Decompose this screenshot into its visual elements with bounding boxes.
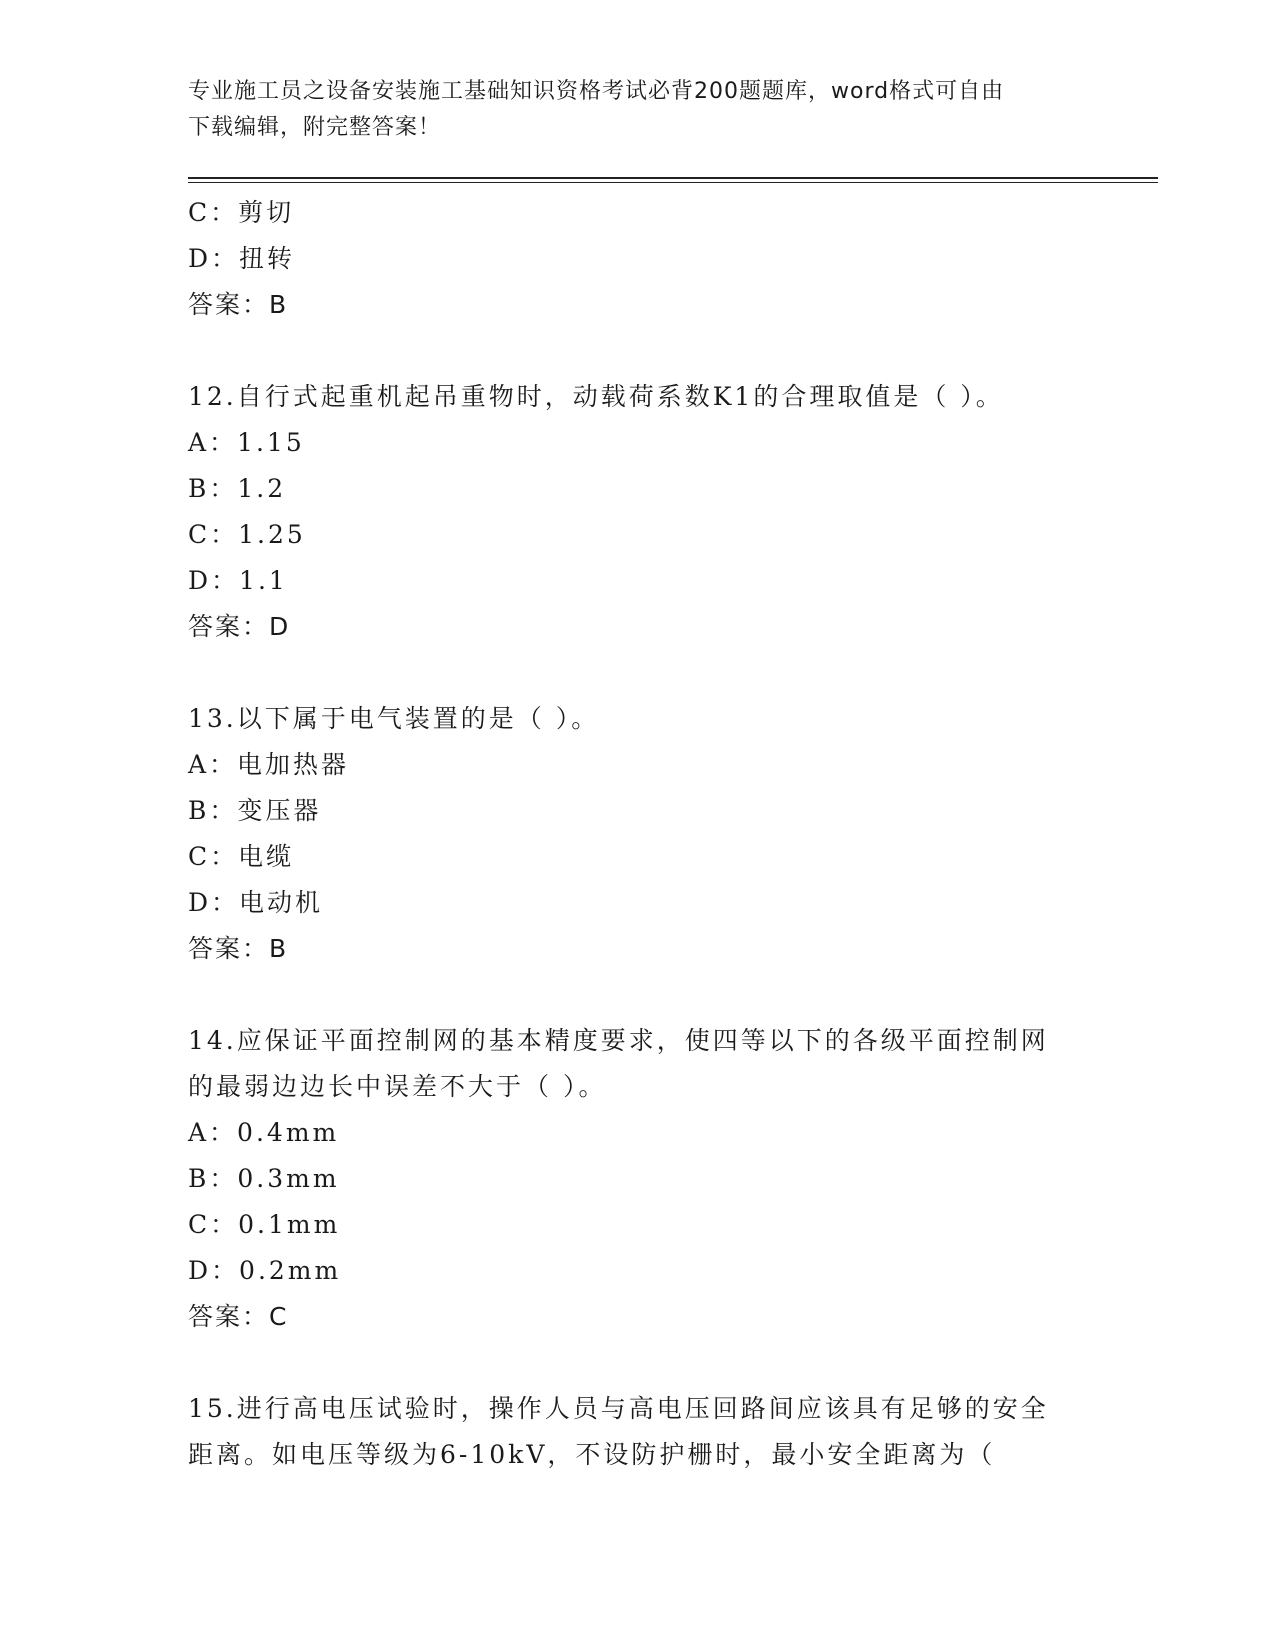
option-b: B：0.3mm — [188, 1164, 340, 1193]
option-a: A：电加热器 — [188, 750, 350, 779]
spacer — [188, 1340, 1088, 1386]
question-stem-line-2: 的最弱边边长中误差不大于（ ）。 — [188, 1072, 607, 1101]
option-d: D：1.1 — [188, 566, 288, 595]
answer-line: 答案：D — [188, 612, 291, 641]
option-b: B：1.2 — [188, 474, 287, 503]
header-rule-thin — [188, 182, 1158, 183]
spacer — [188, 328, 1088, 374]
option-b: B：变压器 — [188, 796, 322, 825]
spacer — [188, 972, 1088, 1018]
option-d: D：扭转 — [188, 244, 296, 273]
question-stem: 12.自行式起重机起吊重物时，动载荷系数K1的合理取值是（ ）。 — [188, 382, 1004, 411]
question-list — [188, 190, 1088, 1478]
answer-line: 答案：B — [188, 934, 289, 963]
option-c: C：0.1mm — [188, 1210, 341, 1239]
header-rule-thick — [188, 177, 1158, 179]
option-a: A：0.4mm — [188, 1118, 340, 1147]
option-c: C：电缆 — [188, 842, 295, 871]
question-stem-line-2: 距离。如电压等级为6-10kV，不设防护栅时，最小安全距离为（ — [188, 1440, 996, 1469]
header-line-1: 专业施工员之设备安装施工基础知识资格考试必背200题题库，word格式可自由 — [188, 79, 1005, 104]
document-header — [188, 74, 1088, 146]
answer-line: 答案：B — [188, 290, 289, 319]
spacer — [188, 650, 1088, 696]
header-line-2: 下载编辑，附完整答案！ — [188, 115, 442, 140]
question-stem-line-1: 15.进行高电压试验时，操作人员与高电压回路间应该具有足够的安全 — [188, 1394, 1049, 1423]
option-c: C：1.25 — [188, 520, 306, 549]
question-stem-line-1: 14.应保证平面控制网的基本精度要求，使四等以下的各级平面控制网 — [188, 1026, 1049, 1055]
answer-line: 答案：C — [188, 1302, 289, 1331]
question-stem: 13.以下属于电气装置的是（ ）。 — [188, 704, 600, 733]
option-a: A：1.15 — [188, 428, 305, 457]
option-c: C：剪切 — [188, 198, 295, 227]
option-d: D：0.2mm — [188, 1256, 342, 1285]
option-d: D：电动机 — [188, 888, 324, 917]
